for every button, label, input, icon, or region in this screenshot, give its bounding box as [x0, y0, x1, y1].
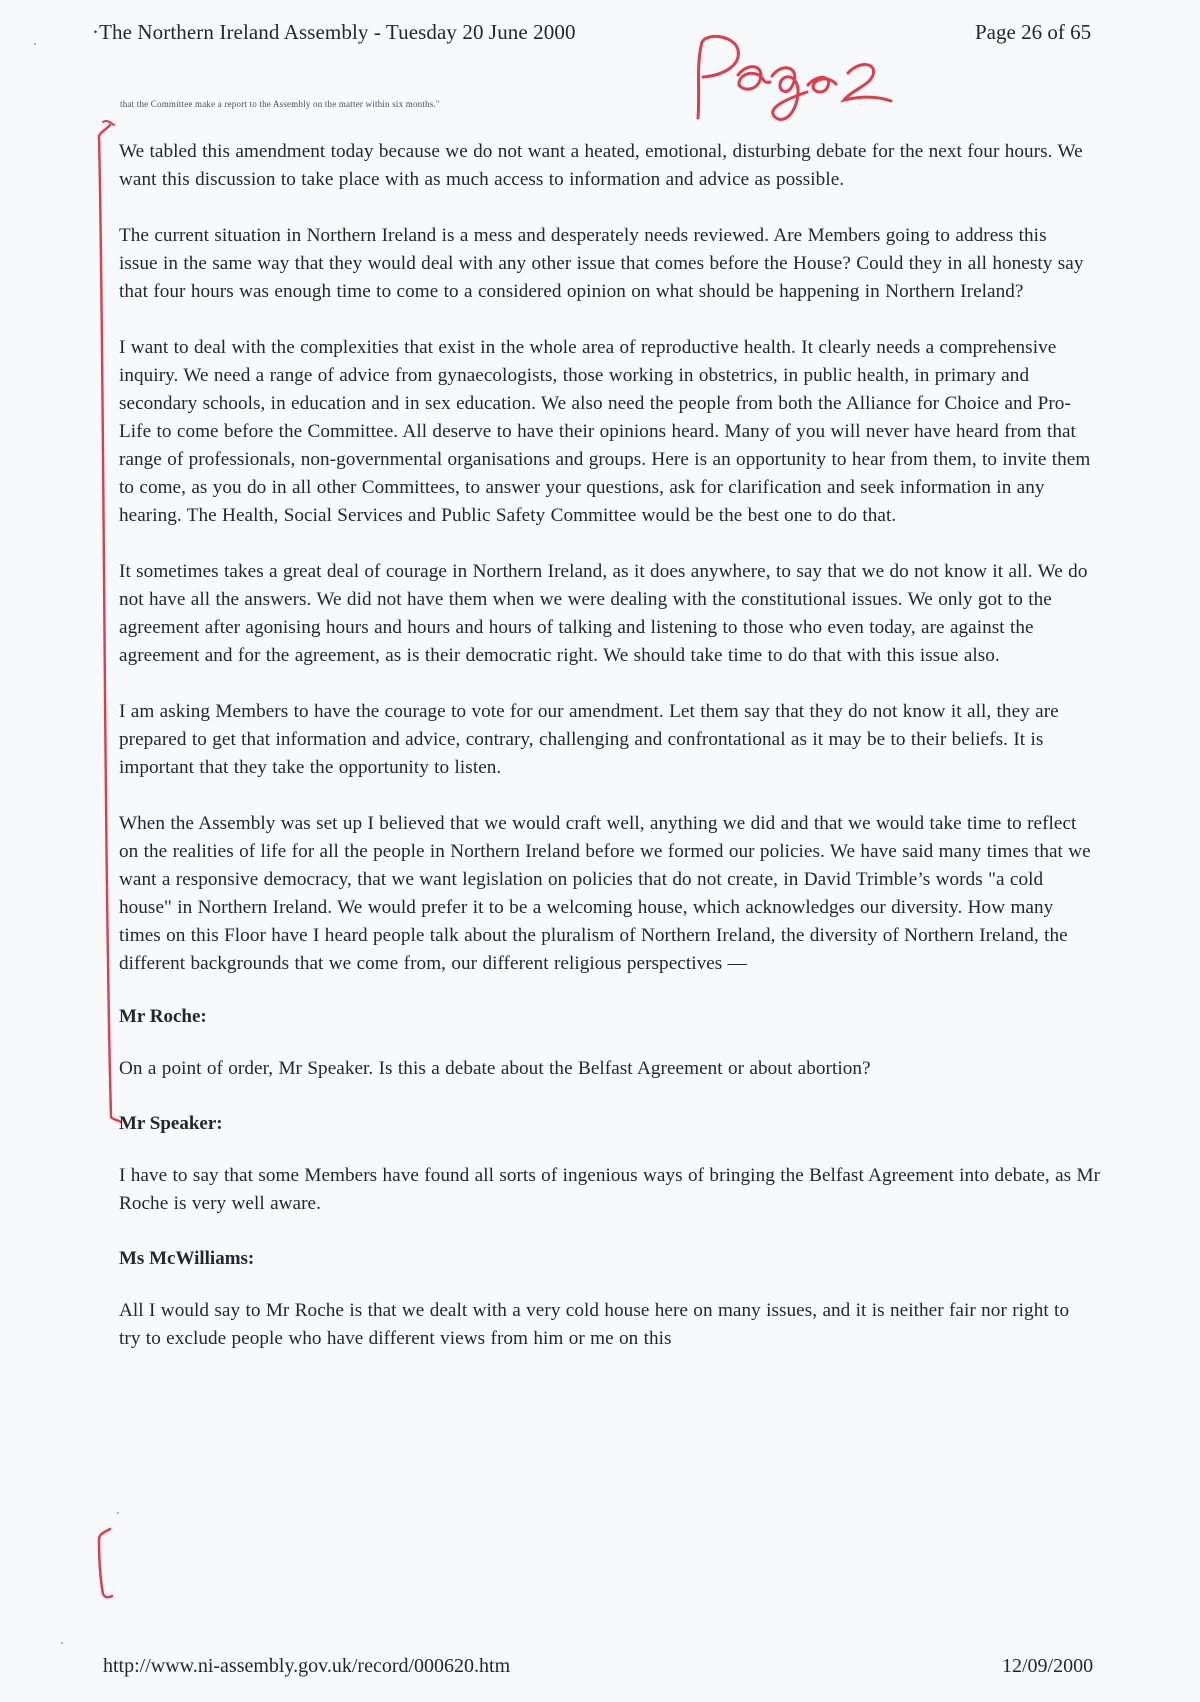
paragraph-vote: I am asking Members to have the courage to vote for our amendment. Let them say that they do not know it all, they are prepared to get that information and advice, contrary, challenging and confrontational as it may be to their beliefs. It is important that they take the opportunity to listen.	[119, 701, 1059, 778]
speaker-name: Ms McWilliams:	[119, 1248, 255, 1269]
lower-red-bracket	[95, 1524, 117, 1599]
paragraph-current-situation: The current situation in Northern Ireland is a mess and desperately needs reviewed. Are Members going to address this issue in the same way that they would deal with any other issue that comes before the House? Could they in all honesty say that four hours was enough time to come to a considered opinion on what should be happening in Northern Ireland?	[119, 225, 1084, 302]
page-number: Page 26 of 65	[975, 20, 1092, 44]
scan-speck	[34, 43, 36, 45]
scan-speck	[61, 1642, 63, 1644]
handwritten-page-annotation	[680, 30, 900, 140]
debate-transcript	[119, 138, 1104, 1353]
print-date: 12/09/2000	[1002, 1655, 1094, 1677]
document-header-title: ·The Northern Ireland Assembly - Tuesday 20 June 2000	[92, 20, 576, 44]
speaker-name: Mr Speaker:	[119, 1113, 223, 1134]
paragraph-courage: It sometimes takes a great deal of courage in Northern Ireland, as it does anywhere, to say that we do not know it all. We do not have all the answers. We did not have them when we were dealing with the constitutional issues. We only got to the agreement after agonising hours and hours and hours of talking and listening to those who even today, are against the agreement and for the agreement, as is their democratic right. We should take time to do that with this issue also.	[119, 561, 1088, 666]
source-url: http://www.ni-assembly.gov.uk/record/000620.htm	[103, 1655, 511, 1677]
speaker-name: Mr Roche:	[119, 1006, 207, 1027]
scan-speck	[117, 1512, 119, 1514]
speech-text: On a point of order, Mr Speaker. Is this a debate about the Belfast Agreement or about abortion?	[119, 1058, 871, 1079]
paragraph-reproductive-health: I want to deal with the complexities that exist in the whole area of reproductive health. It clearly needs a comprehensive inquiry. We need a range of advice from gynaecologists, those working in obstetrics, in public health, in primary and secondary schools, in education and in sex education. We also need the people from both the Alliance for Choice and Pro-Life to come before the Committee. All deserve to have their opinions heard. Many of you will never have heard from that range of professionals, non-governmental organisations and groups. Here is an opportunity to hear from them, to invite them to come, as you do in all other Committees, to answer your questions, ask for clarification and seek information in any hearing. The Health, Social Services and Public Safety Committee would be the best one to do that.	[119, 337, 1091, 526]
paragraph-assembly: When the Assembly was set up I believed that we would craft well, anything we did and that we would take time to reflect on the realities of life for all the people in Northern Ireland before we formed our policies. We have said many times that we want a responsive democracy, that we want legislation on policies that do not create, in David Trimble’s words "a cold house" in Northern Ireland. We would prefer it to be a welcoming house, which acknowledges our diversity. How many times on this Floor have I heard people talk about the pluralism of Northern Ireland, the diversity of Northern Ireland, the different backgrounds that we come from, our different religious perspectives —	[119, 813, 1091, 974]
carried-over-text: that the Committee make a report to the Assembly on the matter within six months."	[120, 99, 440, 109]
paragraph-amendment: We tabled this amendment today because we do not want a heated, emotional, disturbing debate for the next four hours. We want this discussion to take place with as much access to information and advice as possible.	[119, 141, 1083, 190]
speech-text: I have to say that some Members have found all sorts of ingenious ways of bringing the Belfast Agreement into debate, as Mr Roche is very well aware.	[119, 1165, 1101, 1214]
speech-text: All I would say to Mr Roche is that we dealt with a very cold house here on many issues, and it is neither fair nor right to try to exclude people who have different views from him or me on this	[119, 1300, 1070, 1349]
